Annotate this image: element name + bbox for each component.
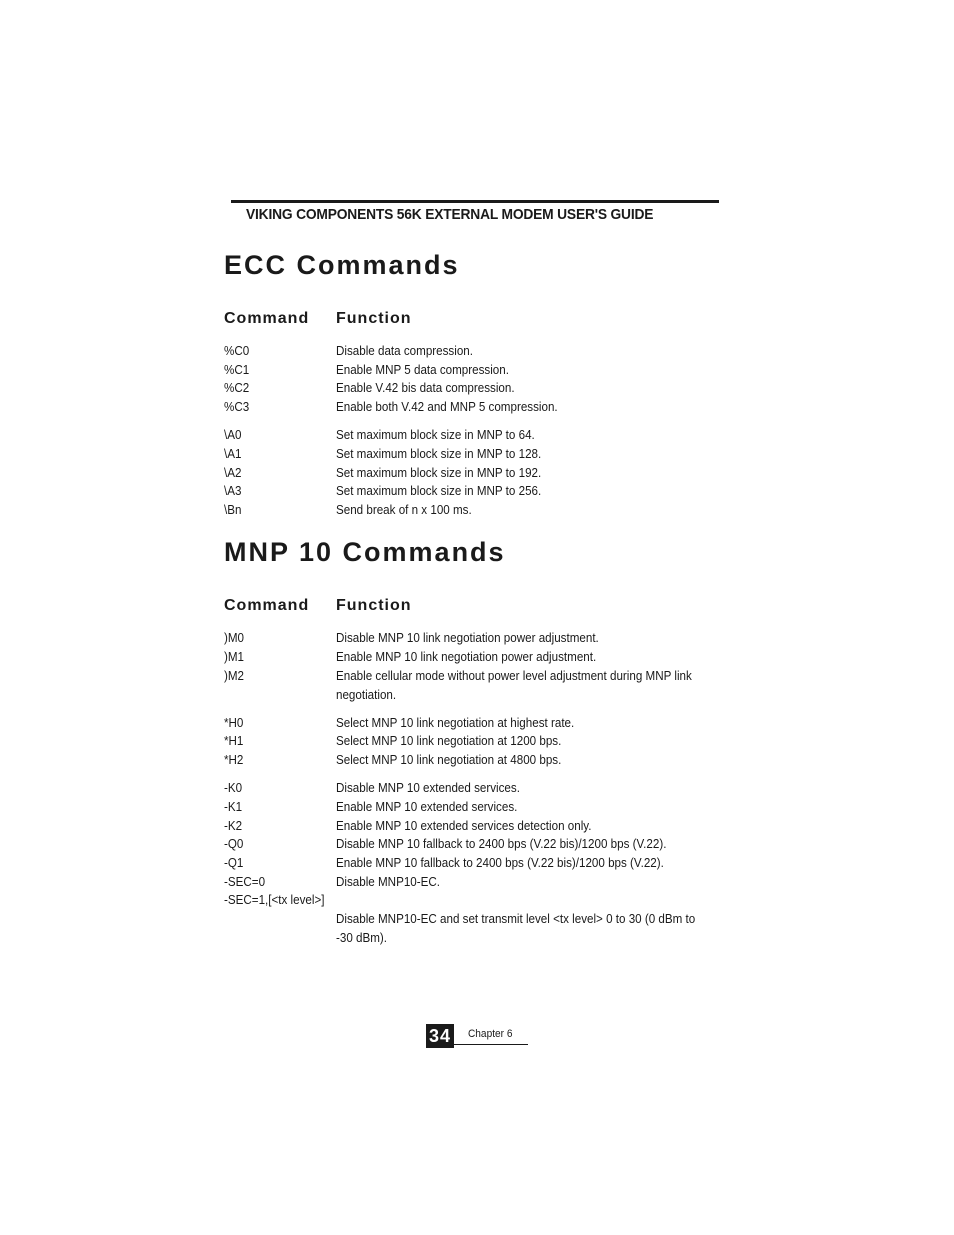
ecc-function: Set maximum block size in MNP to 128. xyxy=(336,447,542,461)
ecc-function: Enable V.42 bis data compression. xyxy=(336,381,515,395)
mnp10-command: *H2 xyxy=(224,753,244,767)
page-number-badge: 34 xyxy=(426,1024,454,1048)
mnp10-command: -K2 xyxy=(224,819,243,833)
mnp10-function: Enable MNP 10 extended services. xyxy=(336,800,518,814)
mnp10-command: -K0 xyxy=(224,781,243,795)
mnp10-function: Disable MNP 10 extended services. xyxy=(336,781,520,795)
running-header: VIKING COMPONENTS 56K EXTERNAL MODEM USER'S GUIDE xyxy=(246,206,654,223)
ecc-function: Set maximum block size in MNP to 64. xyxy=(336,428,535,442)
mnp10-command: -SEC=0 xyxy=(224,875,266,889)
mnp10-function: Enable MNP 10 fallback to 2400 bps (V.22 bis)/1200 bps (V.22). xyxy=(336,856,664,870)
mnp10-command: *H0 xyxy=(224,716,244,730)
footer-rule xyxy=(454,1044,528,1045)
ecc-command-column-header: Command xyxy=(224,310,310,327)
ecc-command: \A1 xyxy=(224,447,242,461)
mnp10-function: Select MNP 10 link negotiation at 4800 bps. xyxy=(336,753,562,767)
mnp10-function: Enable cellular mode without power level adjustment during MNP link negotiation. xyxy=(336,669,692,702)
ecc-function-column-header: Function xyxy=(336,310,412,327)
mnp10-function: Enable MNP 10 link negotiation power adjustment. xyxy=(336,650,597,664)
ecc-section-title: ECC Commands xyxy=(224,250,460,280)
ecc-function: Enable both V.42 and MNP 5 compression. xyxy=(336,400,558,414)
ecc-command: \A2 xyxy=(224,466,242,480)
mnp10-function: Select MNP 10 link negotiation at 1200 bps. xyxy=(336,734,562,748)
mnp10-command: -Q0 xyxy=(224,837,244,851)
mnp10-section-title: MNP 10 Commands xyxy=(224,537,506,567)
ecc-function: Send break of n x 100 ms. xyxy=(336,503,472,517)
ecc-command: \A3 xyxy=(224,484,242,498)
mnp10-function: Select MNP 10 link negotiation at highest rate. xyxy=(336,716,575,730)
ecc-command: %C0 xyxy=(224,344,250,358)
chapter-label: Chapter 6 xyxy=(468,1028,513,1040)
ecc-command: %C3 xyxy=(224,400,250,414)
mnp10-command: )M2 xyxy=(224,669,245,683)
ecc-function: Enable MNP 5 data compression. xyxy=(336,363,509,377)
mnp10-function: Disable MNP10-EC. xyxy=(336,875,441,889)
ecc-command: %C1 xyxy=(224,363,250,377)
mnp10-command: )M1 xyxy=(224,650,245,664)
ecc-function: Set maximum block size in MNP to 192. xyxy=(336,466,542,480)
mnp10-command-column-header: Command xyxy=(224,597,310,614)
mnp10-function: Disable MNP 10 fallback to 2400 bps (V.22 bis)/1200 bps (V.22). xyxy=(336,837,667,851)
ecc-command: \Bn xyxy=(224,503,242,517)
ecc-function: Set maximum block size in MNP to 256. xyxy=(336,484,542,498)
ecc-function: Disable data compression. xyxy=(336,344,473,358)
ecc-command: %C2 xyxy=(224,381,250,395)
mnp10-function-column-header: Function xyxy=(336,597,412,614)
mnp10-command: *H1 xyxy=(224,734,244,748)
mnp10-function: Disable MNP 10 link negotiation power adjustment. xyxy=(336,631,599,645)
mnp10-command: -SEC=1,[<tx level>] xyxy=(224,893,325,907)
mnp10-function: Disable MNP10-EC and set transmit level <tx level> 0 to 30 (0 dBm to -30 dBm). xyxy=(336,912,696,945)
header-rule xyxy=(231,200,719,203)
mnp10-command: )M0 xyxy=(224,631,245,645)
mnp10-command: -Q1 xyxy=(224,856,244,870)
mnp10-command: -K1 xyxy=(224,800,243,814)
ecc-command: \A0 xyxy=(224,428,242,442)
mnp10-function: Enable MNP 10 extended services detection only. xyxy=(336,819,592,833)
